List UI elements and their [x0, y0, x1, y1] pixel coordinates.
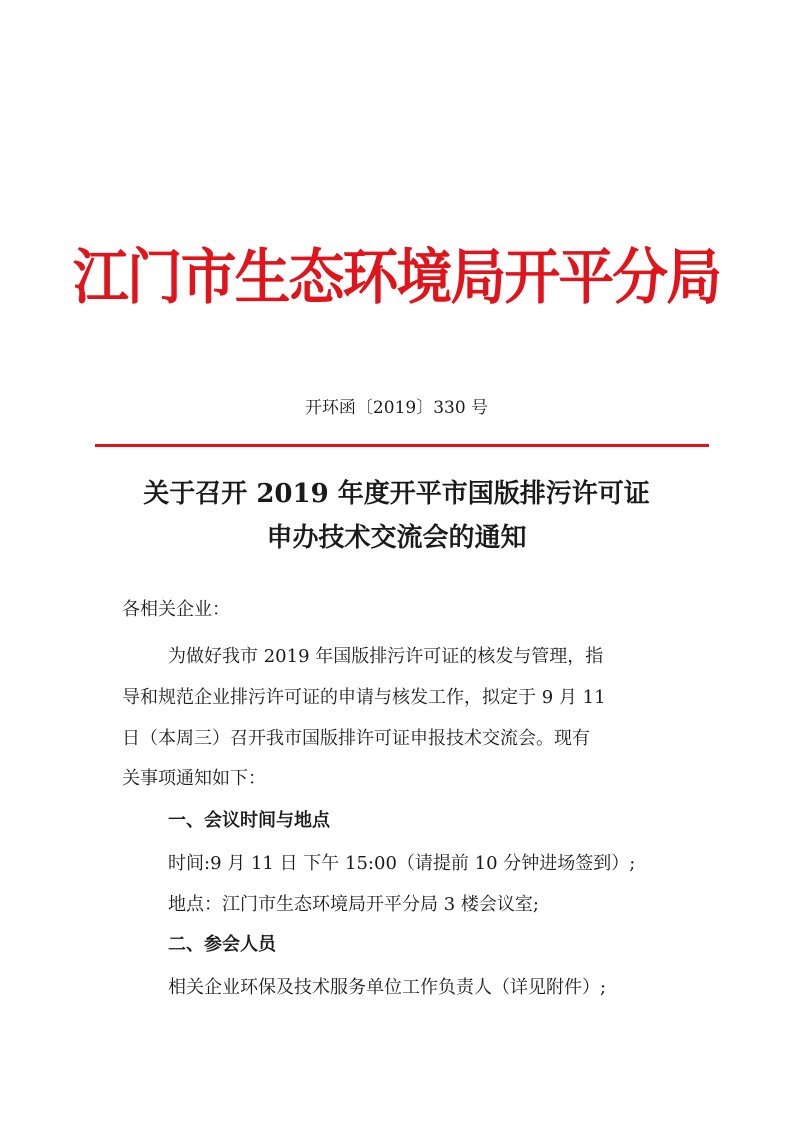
meeting-time: 时间:9 月 11 日 下午 15:00（请提前 10 分钟进场签到）;	[168, 853, 636, 874]
attendees-text: 相关企业环保及技术服务单位工作负责人（详见附件）;	[168, 977, 607, 998]
section-heading-time-place: 一、会议时间与地点	[168, 810, 330, 831]
red-divider-line	[95, 444, 709, 447]
paragraph-line: 为做好我市 2019 年国版排污许可证的核发与管理，指	[168, 646, 604, 667]
document-number: 开环函〔2019〕330 号	[304, 398, 489, 418]
notice-title-line-2: 申办技术交流会的通知	[266, 523, 527, 553]
notice-title-line-1: 关于召开 2019 年度开平市国版排污许可证	[143, 479, 650, 509]
meeting-place: 地点：江门市生态环境局开平分局 3 楼会议室;	[168, 894, 539, 915]
issuing-authority-header: 江门市生态环境局开平分局	[72, 243, 721, 313]
paragraph-line: 关事项通知如下：	[122, 768, 266, 789]
salutation: 各相关企业：	[122, 599, 230, 620]
section-heading-attendees: 二、参会人员	[168, 934, 276, 955]
paragraph-line: 导和规范企业排污许可证的申请与核发工作，拟定于 9 月 11	[122, 687, 606, 708]
paragraph-line: 日（本周三）召开我市国版排许可证申报技术交流会。现有	[122, 728, 590, 749]
